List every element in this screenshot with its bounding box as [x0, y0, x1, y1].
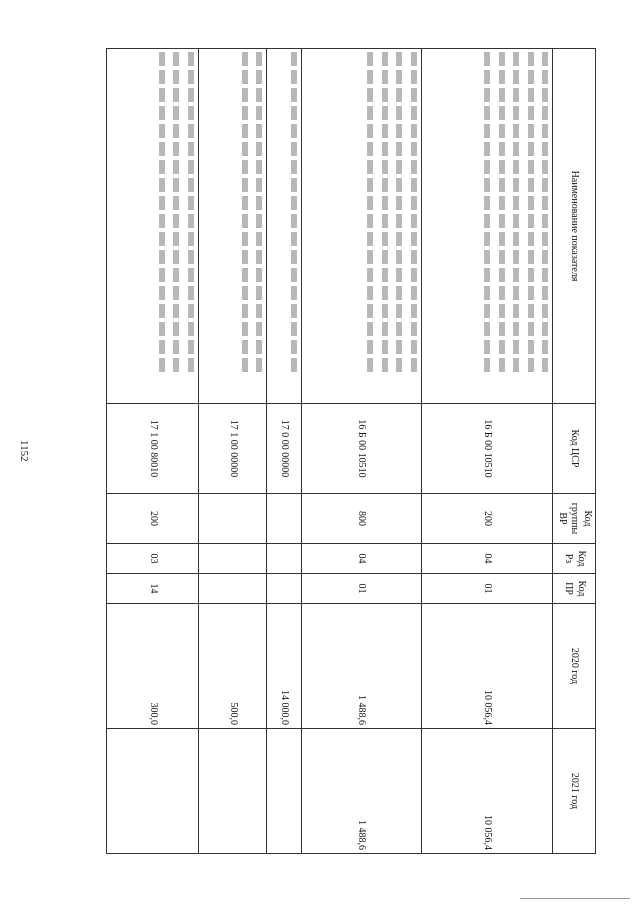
header-2020: 2020 год — [553, 604, 596, 729]
row-vr: 200 — [107, 494, 199, 544]
row-2020: 10 056,4 — [421, 604, 553, 729]
row-csr: 16 Б 00 10510 — [301, 404, 421, 494]
row-2020: 1 488,6 — [301, 604, 421, 729]
page-number: 1152 — [18, 440, 30, 462]
row-vr — [267, 494, 301, 544]
row-rz — [198, 544, 267, 574]
row-csr: 17 1 00 00000 — [198, 404, 267, 494]
row-name-placeholder — [421, 49, 553, 404]
row-2020: 500,0 — [198, 604, 267, 729]
table-row — [267, 49, 301, 854]
row-csr: 17 1 00 80010 — [107, 404, 199, 494]
row-2020: 14 000,0 — [267, 604, 301, 729]
header-vr: Код группы ВР — [553, 494, 596, 544]
table-header-row — [553, 49, 596, 854]
row-2021 — [198, 729, 267, 854]
row-rz: 04 — [301, 544, 421, 574]
rotated-table-wrapper — [106, 48, 596, 853]
row-vr: 800 — [301, 494, 421, 544]
table-row — [107, 49, 199, 854]
row-2020: 300,0 — [107, 604, 199, 729]
row-pr — [198, 574, 267, 604]
header-name: Наименование показателя — [553, 49, 596, 404]
row-pr: 01 — [301, 574, 421, 604]
row-csr: 17 0 00 00000 — [267, 404, 301, 494]
row-rz: 03 — [107, 544, 199, 574]
header-pr: Код ПР — [553, 574, 596, 604]
header-csr: Код ЦСР — [553, 404, 596, 494]
row-name-placeholder — [301, 49, 421, 404]
table-row — [301, 49, 421, 854]
row-2021 — [267, 729, 301, 854]
row-csr: 16 Б 00 10510 — [421, 404, 553, 494]
row-name-placeholder — [107, 49, 199, 404]
row-pr: 14 — [107, 574, 199, 604]
row-vr — [198, 494, 267, 544]
row-pr — [267, 574, 301, 604]
row-pr: 01 — [421, 574, 553, 604]
row-name-placeholder — [198, 49, 267, 404]
row-rz: 04 — [421, 544, 553, 574]
header-rz: Код Рз — [553, 544, 596, 574]
row-name-placeholder — [267, 49, 301, 404]
scan-artifact-line — [520, 898, 630, 899]
table-row — [421, 49, 553, 854]
budget-table — [106, 48, 596, 854]
header-2021: 2021 год — [553, 729, 596, 854]
row-2021: 10 056,4 — [421, 729, 553, 854]
table-row — [198, 49, 267, 854]
row-vr: 200 — [421, 494, 553, 544]
row-rz — [267, 544, 301, 574]
row-2021 — [107, 729, 199, 854]
row-2021: 1 488,6 — [301, 729, 421, 854]
